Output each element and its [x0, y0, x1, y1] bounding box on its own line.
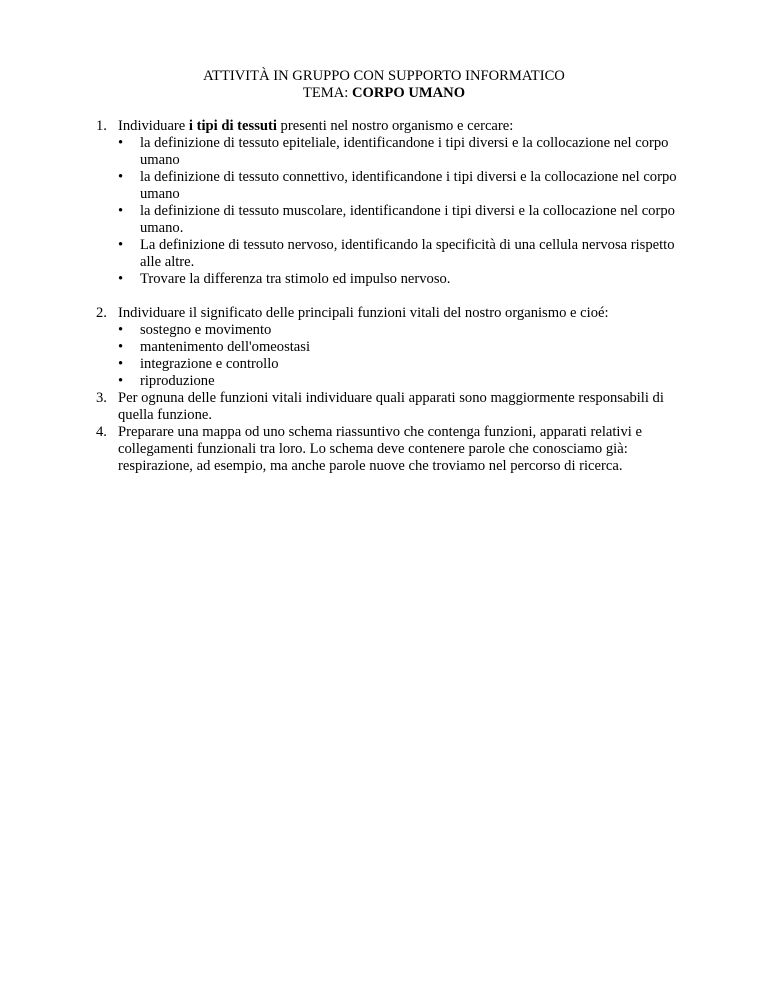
bullet-text: mantenimento dell'omeostasi	[140, 339, 311, 355]
bullet-text: la definizione di tessuto connettivo, identificandone i tipi diversi e la collocazione nel corpo umano	[140, 169, 677, 202]
theme-value: CORPO UMANO	[351, 85, 466, 101]
document-title: ATTIVITÀ IN GRUPPO CON SUPPORTO INFORMATICO	[203, 68, 565, 84]
bullet-text: riproduzione	[140, 373, 215, 389]
list-item-3	[96, 390, 696, 424]
bullet-list	[118, 135, 696, 288]
bullet-item	[118, 169, 696, 203]
bullet-icon: •	[118, 373, 124, 389]
item-number: 4.	[96, 424, 107, 440]
bullet-text: Trovare la differenza tra stimolo ed impulso nervoso.	[140, 271, 451, 287]
numbered-list-part-1	[96, 118, 696, 288]
document-header	[0, 68, 768, 102]
item-text-bold: i tipi di tessuti	[188, 118, 277, 134]
bullet-icon: •	[118, 135, 124, 151]
list-item-2	[96, 305, 696, 390]
bullet-icon: •	[118, 271, 124, 287]
item-text: Per ognuna delle funzioni vitali individuare quali apparati sono maggiormente responsabili di quella funzione.	[118, 390, 664, 423]
bullet-item	[118, 271, 696, 288]
bullet-text: la definizione di tessuto muscolare, identificandone i tipi diversi e la collocazione nel corpo umano.	[140, 203, 675, 236]
bullet-text: La definizione di tessuto nervoso, identificando la specificità di una cellula nervosa rispetto alle altre.	[140, 237, 675, 270]
bullet-icon: •	[118, 356, 124, 372]
item-text: Preparare una mappa od uno schema riassuntivo che contenga funzioni, apparati relativi e collegamenti funzionali tra loro. Lo schema deve contenere parole che conosciamo già: respirazione, ad esempio, ma anche parole nuove che troviamo nel percorso di ricerca.	[118, 424, 642, 474]
bullet-item	[118, 203, 696, 237]
item-text-pre: Individuare	[118, 118, 189, 134]
bullet-item	[118, 322, 696, 339]
item-number: 2.	[96, 305, 107, 321]
bullet-item	[118, 135, 696, 169]
bullet-icon: •	[118, 322, 124, 338]
list-item-4	[96, 424, 696, 475]
bullet-item	[118, 339, 696, 356]
item-number: 1.	[96, 118, 107, 134]
list-item-1	[96, 118, 696, 288]
item-number: 3.	[96, 390, 107, 406]
bullet-icon: •	[118, 169, 124, 185]
item-text	[118, 118, 513, 134]
numbered-list-part-2	[96, 305, 696, 475]
bullet-icon: •	[118, 339, 124, 355]
bullet-item	[118, 356, 696, 373]
bullet-list	[118, 322, 696, 390]
item-text-post: presenti nel nostro organismo e cercare:	[276, 118, 514, 134]
bullet-icon: •	[118, 237, 124, 253]
bullet-item	[118, 373, 696, 390]
theme-prefix: TEMA:	[302, 85, 352, 101]
item-text: Individuare il significato delle principali funzioni vitali del nostro organismo e cioé:	[118, 305, 609, 321]
bullet-text: la definizione di tessuto epiteliale, identificandone i tipi diversi e la collocazione nel corpo umano	[140, 135, 669, 168]
bullet-item	[118, 237, 696, 271]
document-theme	[0, 85, 768, 102]
bullet-text: integrazione e controllo	[140, 356, 279, 372]
bullet-text: sostegno e movimento	[140, 322, 272, 338]
bullet-icon: •	[118, 203, 124, 219]
